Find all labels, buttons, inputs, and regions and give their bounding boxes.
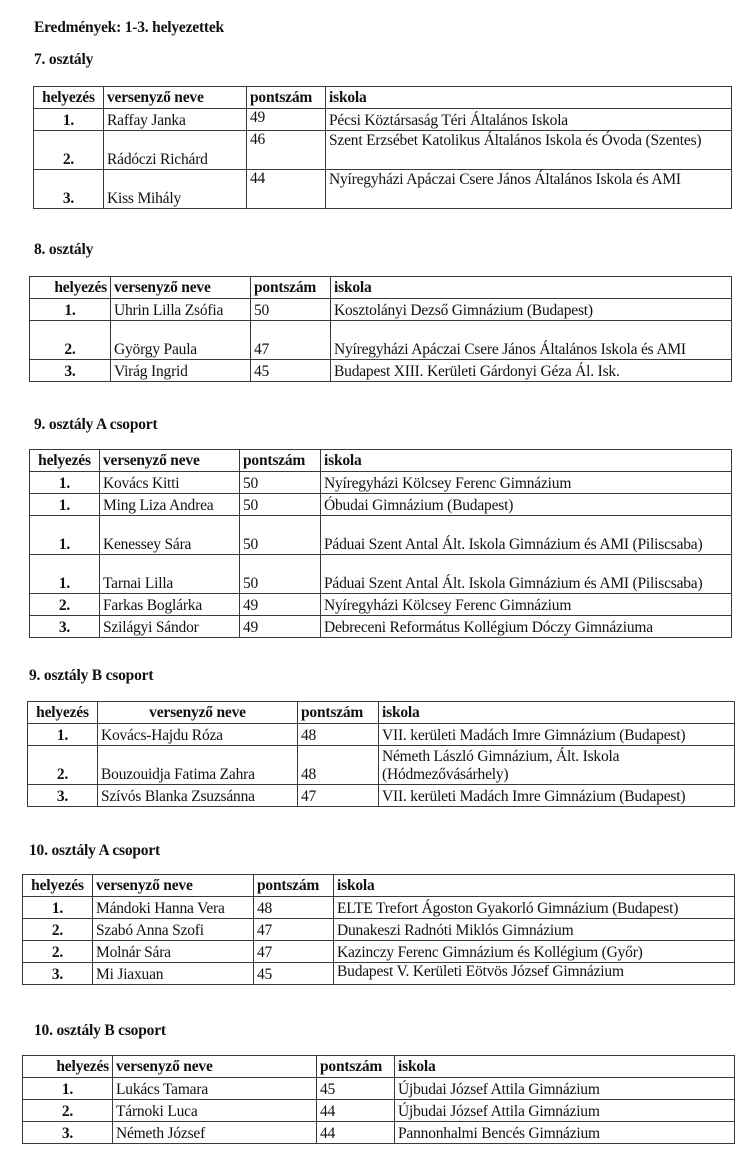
name-cell: Molnár Sára bbox=[93, 941, 254, 963]
column-header-points: pontszám bbox=[247, 87, 326, 109]
name-cell: Kovács Kitti bbox=[100, 472, 240, 494]
name-cell: Virág Ingrid bbox=[111, 360, 251, 382]
column-header-school: iskola bbox=[326, 87, 732, 109]
table-row bbox=[30, 494, 732, 516]
points-cell: 46 bbox=[247, 131, 326, 170]
column-header-rank: helyezés bbox=[28, 702, 98, 724]
rank-cell: 3. bbox=[34, 170, 104, 209]
table-row bbox=[30, 299, 732, 321]
points-cell: 47 bbox=[298, 785, 379, 807]
points-cell: 47 bbox=[251, 321, 331, 360]
rank-cell: 1. bbox=[30, 494, 100, 516]
school-cell: Nyíregyházi Kölcsey Ferenc Gimnázium bbox=[321, 472, 732, 494]
column-header-name: versenyző neve bbox=[98, 702, 298, 724]
table-row bbox=[30, 360, 732, 382]
rank-cell: 1. bbox=[30, 555, 100, 594]
table-row bbox=[30, 516, 732, 555]
name-cell: György Paula bbox=[111, 321, 251, 360]
results-table-10a bbox=[22, 874, 735, 985]
name-cell: Tárnoki Luca bbox=[113, 1100, 317, 1122]
rank-cell: 2. bbox=[28, 746, 98, 785]
points-cell: 49 bbox=[247, 109, 326, 131]
results-table-9b bbox=[27, 701, 735, 807]
school-cell: Szent Erzsébet Katolikus Általános Iskola és Óvoda (Szentes) bbox=[326, 131, 732, 170]
points-cell: 45 bbox=[254, 963, 334, 985]
table-row bbox=[23, 897, 735, 919]
name-cell: Kovács-Hajdu Róza bbox=[98, 724, 298, 746]
points-cell: 49 bbox=[240, 594, 321, 616]
name-cell: Mándoki Hanna Vera bbox=[93, 897, 254, 919]
section-title-9b: 9. osztály B csoport bbox=[29, 667, 154, 684]
rank-cell: 1. bbox=[30, 299, 111, 321]
section-title-10b: 10. osztály B csoport bbox=[34, 1022, 166, 1039]
points-cell: 50 bbox=[240, 494, 321, 516]
column-header-points: pontszám bbox=[254, 875, 334, 897]
rank-cell: 1. bbox=[34, 109, 104, 131]
table-header-row bbox=[28, 702, 735, 724]
points-cell: 44 bbox=[317, 1122, 395, 1144]
column-header-rank: helyezés bbox=[30, 277, 111, 299]
school-cell: Budapest XIII. Kerületi Gárdonyi Géza Ál. Isk. bbox=[331, 360, 732, 382]
table-header-row bbox=[30, 450, 732, 472]
rank-cell: 3. bbox=[23, 1122, 113, 1144]
rank-cell: 1. bbox=[30, 472, 100, 494]
table-row bbox=[30, 616, 732, 638]
rank-cell: 2. bbox=[23, 919, 93, 941]
school-cell: Németh László Gimnázium, Ált. Iskola (Hódmezővásárhely) bbox=[379, 746, 735, 785]
school-cell: Kosztolányi Dezső Gimnázium (Budapest) bbox=[331, 299, 732, 321]
rank-cell: 3. bbox=[30, 616, 100, 638]
school-cell: Debreceni Református Kollégium Dóczy Gimnáziuma bbox=[321, 616, 732, 638]
rank-cell: 2. bbox=[23, 941, 93, 963]
column-header-school: iskola bbox=[334, 875, 735, 897]
table-row bbox=[23, 1078, 735, 1100]
name-cell: Szabó Anna Szofi bbox=[93, 919, 254, 941]
table-header-row bbox=[23, 875, 735, 897]
name-cell: Lukács Tamara bbox=[113, 1078, 317, 1100]
column-header-name: versenyző neve bbox=[100, 450, 240, 472]
section-title-9a: 9. osztály A csoport bbox=[34, 416, 158, 433]
school-cell: Nyíregyházi Apáczai Csere János Általános Iskola és AMI bbox=[331, 321, 732, 360]
name-cell: Farkas Boglárka bbox=[100, 594, 240, 616]
school-cell: Pécsi Köztársaság Téri Általános Iskola bbox=[326, 109, 732, 131]
school-cell: Újbudai József Attila Gimnázium bbox=[395, 1100, 735, 1122]
table-row bbox=[28, 746, 735, 785]
table-row bbox=[30, 472, 732, 494]
table-row bbox=[34, 170, 732, 209]
points-cell: 44 bbox=[247, 170, 326, 209]
school-cell: Budapest V. Kerületi Eötvös József Gimnázium bbox=[334, 963, 735, 985]
column-header-points: pontszám bbox=[240, 450, 321, 472]
column-header-points: pontszám bbox=[317, 1056, 395, 1078]
results-table-7 bbox=[33, 86, 732, 209]
column-header-rank: helyezés bbox=[23, 1056, 113, 1078]
rank-cell: 1. bbox=[23, 897, 93, 919]
name-cell: Bouzouidja Fatima Zahra bbox=[98, 746, 298, 785]
points-cell: 45 bbox=[251, 360, 331, 382]
points-cell: 50 bbox=[240, 472, 321, 494]
name-cell: Szívós Blanka Zsuzsánna bbox=[98, 785, 298, 807]
points-cell: 49 bbox=[240, 616, 321, 638]
table-row bbox=[28, 785, 735, 807]
points-cell: 50 bbox=[251, 299, 331, 321]
name-cell: Kiss Mihály bbox=[104, 170, 247, 209]
table-header-row bbox=[34, 87, 732, 109]
column-header-rank: helyezés bbox=[34, 87, 104, 109]
name-cell: Szilágyi Sándor bbox=[100, 616, 240, 638]
rank-cell: 3. bbox=[23, 963, 93, 985]
rank-cell: 1. bbox=[30, 516, 100, 555]
table-row bbox=[23, 919, 735, 941]
table-row bbox=[30, 594, 732, 616]
school-cell: Páduai Szent Antal Ált. Iskola Gimnázium és AMI (Piliscsaba) bbox=[321, 555, 732, 594]
results-table-9a bbox=[29, 449, 732, 638]
column-header-school: iskola bbox=[321, 450, 732, 472]
table-header-row bbox=[30, 277, 732, 299]
rank-cell: 1. bbox=[23, 1078, 113, 1100]
school-cell: Páduai Szent Antal Ált. Iskola Gimnázium és AMI (Piliscsaba) bbox=[321, 516, 732, 555]
section-title-7: 7. osztály bbox=[34, 51, 94, 68]
name-cell: Németh József bbox=[113, 1122, 317, 1144]
page-title: Eredmények: 1-3. helyezettek bbox=[34, 19, 224, 36]
name-cell: Ming Liza Andrea bbox=[100, 494, 240, 516]
rank-cell: 2. bbox=[30, 594, 100, 616]
name-cell: Uhrin Lilla Zsófia bbox=[111, 299, 251, 321]
name-cell: Kenessey Sára bbox=[100, 516, 240, 555]
column-header-name: versenyző neve bbox=[93, 875, 254, 897]
column-header-points: pontszám bbox=[298, 702, 379, 724]
school-cell: Óbudai Gimnázium (Budapest) bbox=[321, 494, 732, 516]
school-cell: Pannonhalmi Bencés Gimnázium bbox=[395, 1122, 735, 1144]
table-row bbox=[23, 963, 735, 985]
column-header-name: versenyző neve bbox=[111, 277, 251, 299]
table-row bbox=[30, 555, 732, 594]
rank-cell: 3. bbox=[30, 360, 111, 382]
table-row bbox=[23, 941, 735, 963]
results-table-8 bbox=[29, 276, 732, 382]
section-title-10a: 10. osztály A csoport bbox=[29, 842, 160, 859]
rank-cell: 2. bbox=[34, 131, 104, 170]
points-cell: 45 bbox=[317, 1078, 395, 1100]
column-header-school: iskola bbox=[379, 702, 735, 724]
table-row bbox=[30, 321, 732, 360]
table-row bbox=[28, 724, 735, 746]
points-cell: 48 bbox=[254, 897, 334, 919]
rank-cell: 2. bbox=[30, 321, 111, 360]
rank-cell: 2. bbox=[23, 1100, 113, 1122]
results-table-10b bbox=[22, 1055, 735, 1144]
column-header-rank: helyezés bbox=[23, 875, 93, 897]
table-row bbox=[23, 1122, 735, 1144]
rank-cell: 3. bbox=[28, 785, 98, 807]
points-cell: 47 bbox=[254, 919, 334, 941]
points-cell: 47 bbox=[254, 941, 334, 963]
column-header-points: pontszám bbox=[251, 277, 331, 299]
school-cell: Nyíregyházi Apáczai Csere János Általános Iskola és AMI bbox=[326, 170, 732, 209]
school-cell: Újbudai József Attila Gimnázium bbox=[395, 1078, 735, 1100]
name-cell: Raffay Janka bbox=[104, 109, 247, 131]
points-cell: 50 bbox=[240, 516, 321, 555]
school-cell: Nyíregyházi Kölcsey Ferenc Gimnázium bbox=[321, 594, 732, 616]
points-cell: 48 bbox=[298, 746, 379, 785]
column-header-name: versenyző neve bbox=[104, 87, 247, 109]
points-cell: 44 bbox=[317, 1100, 395, 1122]
column-header-school: iskola bbox=[331, 277, 732, 299]
table-header-row bbox=[23, 1056, 735, 1078]
school-cell: ELTE Trefort Ágoston Gyakorló Gimnázium (Budapest) bbox=[334, 897, 735, 919]
name-cell: Tarnai Lilla bbox=[100, 555, 240, 594]
school-cell: Dunakeszi Radnóti Miklós Gimnázium bbox=[334, 919, 735, 941]
name-cell: Rádóczi Richárd bbox=[104, 131, 247, 170]
name-cell: Mi Jiaxuan bbox=[93, 963, 254, 985]
column-header-name: versenyző neve bbox=[113, 1056, 317, 1078]
table-row bbox=[23, 1100, 735, 1122]
column-header-rank: helyezés bbox=[30, 450, 100, 472]
points-cell: 48 bbox=[298, 724, 379, 746]
school-cell: VII. kerületi Madách Imre Gimnázium (Budapest) bbox=[379, 785, 735, 807]
points-cell: 50 bbox=[240, 555, 321, 594]
table-row bbox=[34, 109, 732, 131]
column-header-school: iskola bbox=[395, 1056, 735, 1078]
section-title-8: 8. osztály bbox=[34, 241, 94, 258]
rank-cell: 1. bbox=[28, 724, 98, 746]
school-cell: VII. kerületi Madách Imre Gimnázium (Budapest) bbox=[379, 724, 735, 746]
table-row bbox=[34, 131, 732, 170]
school-cell: Kazinczy Ferenc Gimnázium és Kollégium (Győr) bbox=[334, 941, 735, 963]
